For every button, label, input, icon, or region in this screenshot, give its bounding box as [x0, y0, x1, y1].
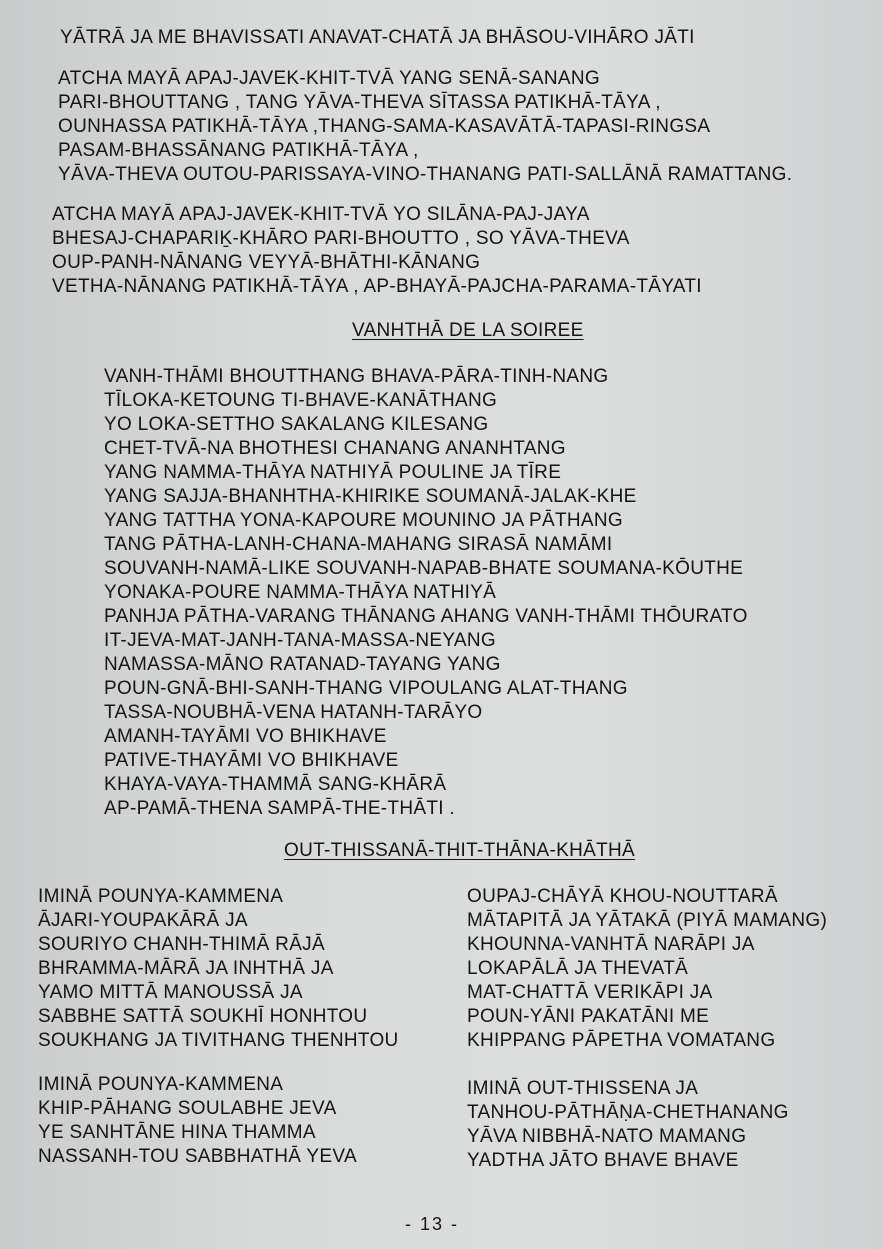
verse-line: SOUVANH-NAMĀ-LIKE SOUVANH-NAPAB-BHATE SOUMANA-KŌUTHE [104, 558, 744, 579]
verse-line: CHET-TVĀ-NA BHOTHESI CHANANG ANANHTANG [104, 438, 566, 459]
intro-line: PARI-BHOUTTANG , TANG YĀVA-THEVA SĪTASSA PATIKHĀ-TĀYA , [58, 92, 661, 113]
verse-line: TASSA-NOUBHĀ-VENA HATANH-TARĀYO [104, 702, 483, 723]
verse-line-left: IMINĀ POUNYA-KAMMENA [38, 886, 284, 907]
verse-line-right: MĀTAPITĀ JA YĀTAKĀ (PIYĀ MAMANG) [467, 910, 828, 931]
verse-line-left: SOUKHANG JA TIVITHANG THENHTOU [38, 1030, 399, 1051]
intro-line: OUNHASSA PATIKHĀ-TĀYA ,THANG-SAMA-KASAVĀTĀ-TAPASI-RINGSA [58, 116, 711, 137]
intro-line: OUP-PANH-NĀNANG VEYYĀ-BHĀTHI-KĀNANG [52, 252, 481, 273]
section-heading: VANHTHĀ DE LA SOIREE [352, 320, 584, 341]
intro-line: VETHA-NĀNANG PATIKHĀ-TĀYA , AP-BHAYĀ-PAJCHA-PARAMA-TĀYATI [52, 276, 702, 297]
verse-line-right: YADTHA JĀTO BHAVE BHAVE [467, 1150, 739, 1171]
verse-line: IT-JEVA-MAT-JANH-TANA-MASSA-NEYANG [104, 630, 496, 651]
verse-line-right: POUN-YĀNI PAKATĀNI ME [467, 1006, 710, 1027]
verse-line: PANHJA PĀTHA-VARANG THĀNANG AHANG VANH-THĀMI THŌURATO [104, 606, 748, 627]
verse-line: TĪLOKA-KETOUNG TI-BHAVE-KANĀTHANG [104, 390, 498, 411]
verse-line: PATIVE-THAYĀMI VO BHIKHAVE [104, 750, 399, 771]
verse-line: YANG TATTHA YONA-KAPOURE MOUNINO JA PĀTHANG [104, 510, 623, 531]
section-heading: OUT-THISSANĀ-THIT-THĀNA-KHĀTHĀ [284, 840, 636, 861]
verse-line: YANG NAMMA-THĀYA NATHIYĀ POULINE JA TĪRE [104, 462, 562, 483]
verse-line-left: NASSANH-TOU SABBHATHĀ YEVA [38, 1146, 357, 1167]
verse-line: AMANH-TAYĀMI VO BHIKHAVE [104, 726, 387, 747]
verse-line-left: ĀJARI-YOUPAKĀRĀ JA [38, 910, 248, 931]
intro-line: ATCHA MAYĀ APAJ-JAVEK-KHIT-TVĀ YANG SENĀ-SANANG [58, 68, 600, 89]
intro-line: PASAM-BHASSĀNANG PATIKHĀ-TĀYA , [58, 140, 419, 161]
verse-line-left: KHIP-PĀHANG SOULABHE JEVA [38, 1098, 337, 1119]
verse-line: POUN-GNĀ-BHI-SANH-THANG VIPOULANG ALAT-THANG [104, 678, 628, 699]
intro-line: BHESAJ-CHAPARIḴ-KHĀRO PARI-BHOUTTO , SO YĀVA-THEVA [52, 228, 630, 249]
verse-line: AP-PAMĀ-THENA SAMPĀ-THE-THĀTI . [104, 798, 455, 819]
verse-line: YONAKA-POURE NAMMA-THĀYA NATHIYĀ [104, 582, 497, 603]
verse-line-left: YE SANHTĀNE HINA THAMMA [38, 1122, 316, 1143]
verse-line: TANG PĀTHA-LANH-CHANA-MAHANG SIRASĀ NAMĀMI [104, 534, 613, 555]
intro-line: YĀTRĀ JA ME BHAVISSATI ANAVAT-CHATĀ JA BHĀSOU-VIHĀRO JĀTI [60, 27, 695, 48]
verse-line: VANH-THĀMI BHOUTTHANG BHAVA-PĀRA-TINH-NANG [104, 366, 609, 387]
verse-line: NAMASSA-MĀNO RATANAD-TAYANG YANG [104, 654, 501, 675]
verse-line: KHAYA-VAYA-THAMMĀ SANG-KHĀRĀ [104, 774, 447, 795]
verse-line-right: LOKAPĀLĀ JA THEVATĀ [467, 958, 689, 979]
verse-line-right: MAT-CHATTĀ VERIKĀPI JA [467, 982, 713, 1003]
verse-line: YANG SAJJA-BHANHTHA-KHIRIKE SOUMANĀ-JALAK-KHE [104, 486, 637, 507]
verse-line-right: KHOUNNA-VANHTĀ NARĀPI JA [467, 934, 755, 955]
verse-line-right: IMINĀ OUT-THISSENA JA [467, 1078, 699, 1099]
verse-line-left: IMINĀ POUNYA-KAMMENA [38, 1074, 284, 1095]
verse-line-right: KHIPPANG PĀPETHA VOMATANG [467, 1030, 776, 1051]
verse-line: YO LOKA-SETTHO SAKALANG KILESANG [104, 414, 489, 435]
intro-line: ATCHA MAYĀ APAJ-JAVEK-KHIT-TVĀ YO SILĀNA-PAJ-JAYA [52, 204, 590, 225]
verse-line-left: BHRAMMA-MĀRĀ JA INHTHĀ JA [38, 958, 334, 979]
page-number: - 13 - [405, 1214, 460, 1234]
verse-line-left: YAMO MITTĀ MANOUSSĀ JA [38, 982, 303, 1003]
verse-line-right: YĀVA NIBBHĀ-NATO MAMANG [467, 1126, 747, 1147]
verse-line-left: SOURIYO CHANH-THIMĀ RĀJĀ [38, 934, 325, 955]
verse-line-right: TANHOU-PĀTHĀṆA-CHETHANANG [467, 1102, 789, 1123]
verse-line-right: OUPAJ-CHĀYĀ KHOU-NOUTTARĀ [467, 886, 778, 907]
intro-line: YĀVA-THEVA OUTOU-PARISSAYA-VINO-THANANG PATI-SALLĀNĀ RAMATTANG. [58, 164, 793, 185]
verse-line-left: SABBHE SATTĀ SOUKHĪ HONHTOU [38, 1006, 368, 1027]
